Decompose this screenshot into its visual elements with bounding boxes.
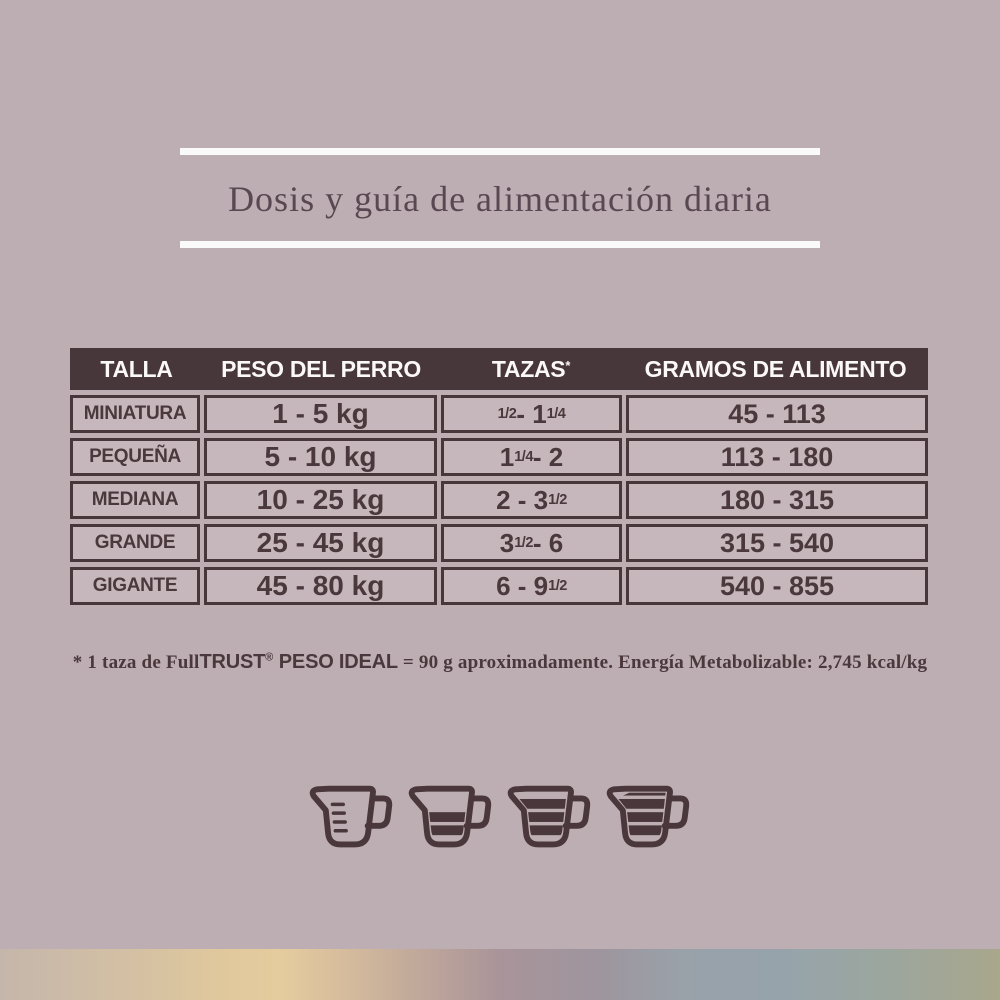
footnote: [0, 651, 1000, 674]
feeding-guide-table: [70, 348, 928, 605]
cell-talla: MINIATURA: [70, 395, 200, 433]
table-row-gigante: [70, 567, 928, 605]
title-rule-top: [180, 148, 820, 155]
cell-talla: GRANDE: [70, 524, 200, 562]
cell-peso: 10 - 25 kg: [204, 481, 437, 519]
cell-gramos: 180 - 315: [626, 481, 928, 519]
cell-tazas: 1/2 - 1 1/4: [441, 395, 622, 433]
table-row-mediana: [70, 481, 928, 519]
foil-gradient-strip: [0, 949, 1000, 1000]
column-header-peso: PESO DEL PERRO: [221, 355, 421, 382]
cell-talla: PEQUEÑA: [70, 438, 200, 476]
footnote-text-serif: * 1 taza de Full: [72, 652, 200, 673]
measuring-cup-half-icon: [407, 779, 495, 861]
measuring-cup-empty-icon: [308, 779, 396, 861]
cell-gramos: 540 - 855: [626, 567, 928, 605]
cell-tazas: 2 - 3 1/2: [441, 481, 622, 519]
brand-name: TRUST: [199, 651, 266, 673]
cell-peso: 1 - 5 kg: [204, 395, 437, 433]
column-header-gramos: GRAMOS DE ALIMENTO: [644, 355, 907, 382]
title-rule-bottom: [180, 241, 820, 248]
registered-mark: ®: [265, 651, 274, 664]
cell-talla: GIGANTE: [70, 567, 200, 605]
cell-tazas: 3 1/2 - 6: [441, 524, 622, 562]
measuring-cups-row: [0, 779, 1000, 861]
column-header-tazas: TAZAS*: [491, 355, 571, 382]
cell-talla: MEDIANA: [70, 481, 200, 519]
cell-tazas: 1 1/4 - 2: [441, 438, 622, 476]
cell-gramos: 45 - 113: [626, 395, 928, 433]
measuring-cup-full-icon: [605, 779, 693, 861]
cell-peso: 5 - 10 kg: [204, 438, 437, 476]
footnote-text-serif-2: = 90 g aproximadamente. Energía Metabolizable: 2,745 kcal/kg: [397, 652, 928, 673]
product-line-name: PESO IDEAL: [273, 651, 398, 673]
cell-gramos: 315 - 540: [626, 524, 928, 562]
table-row-miniatura: [70, 395, 928, 433]
cell-tazas: 6 - 9 1/2: [441, 567, 622, 605]
measuring-cup-three-quarter-icon: [506, 779, 594, 861]
page-title: Dosis y guía de alimentación diaria: [228, 179, 772, 219]
table-row-grande: [70, 524, 928, 562]
column-header-talla: TALLA: [100, 355, 173, 382]
table-row-pequena: [70, 438, 928, 476]
cell-gramos: 113 - 180: [626, 438, 928, 476]
cell-peso: 25 - 45 kg: [204, 524, 437, 562]
cell-peso: 45 - 80 kg: [204, 567, 437, 605]
table-header-row: [70, 348, 928, 390]
